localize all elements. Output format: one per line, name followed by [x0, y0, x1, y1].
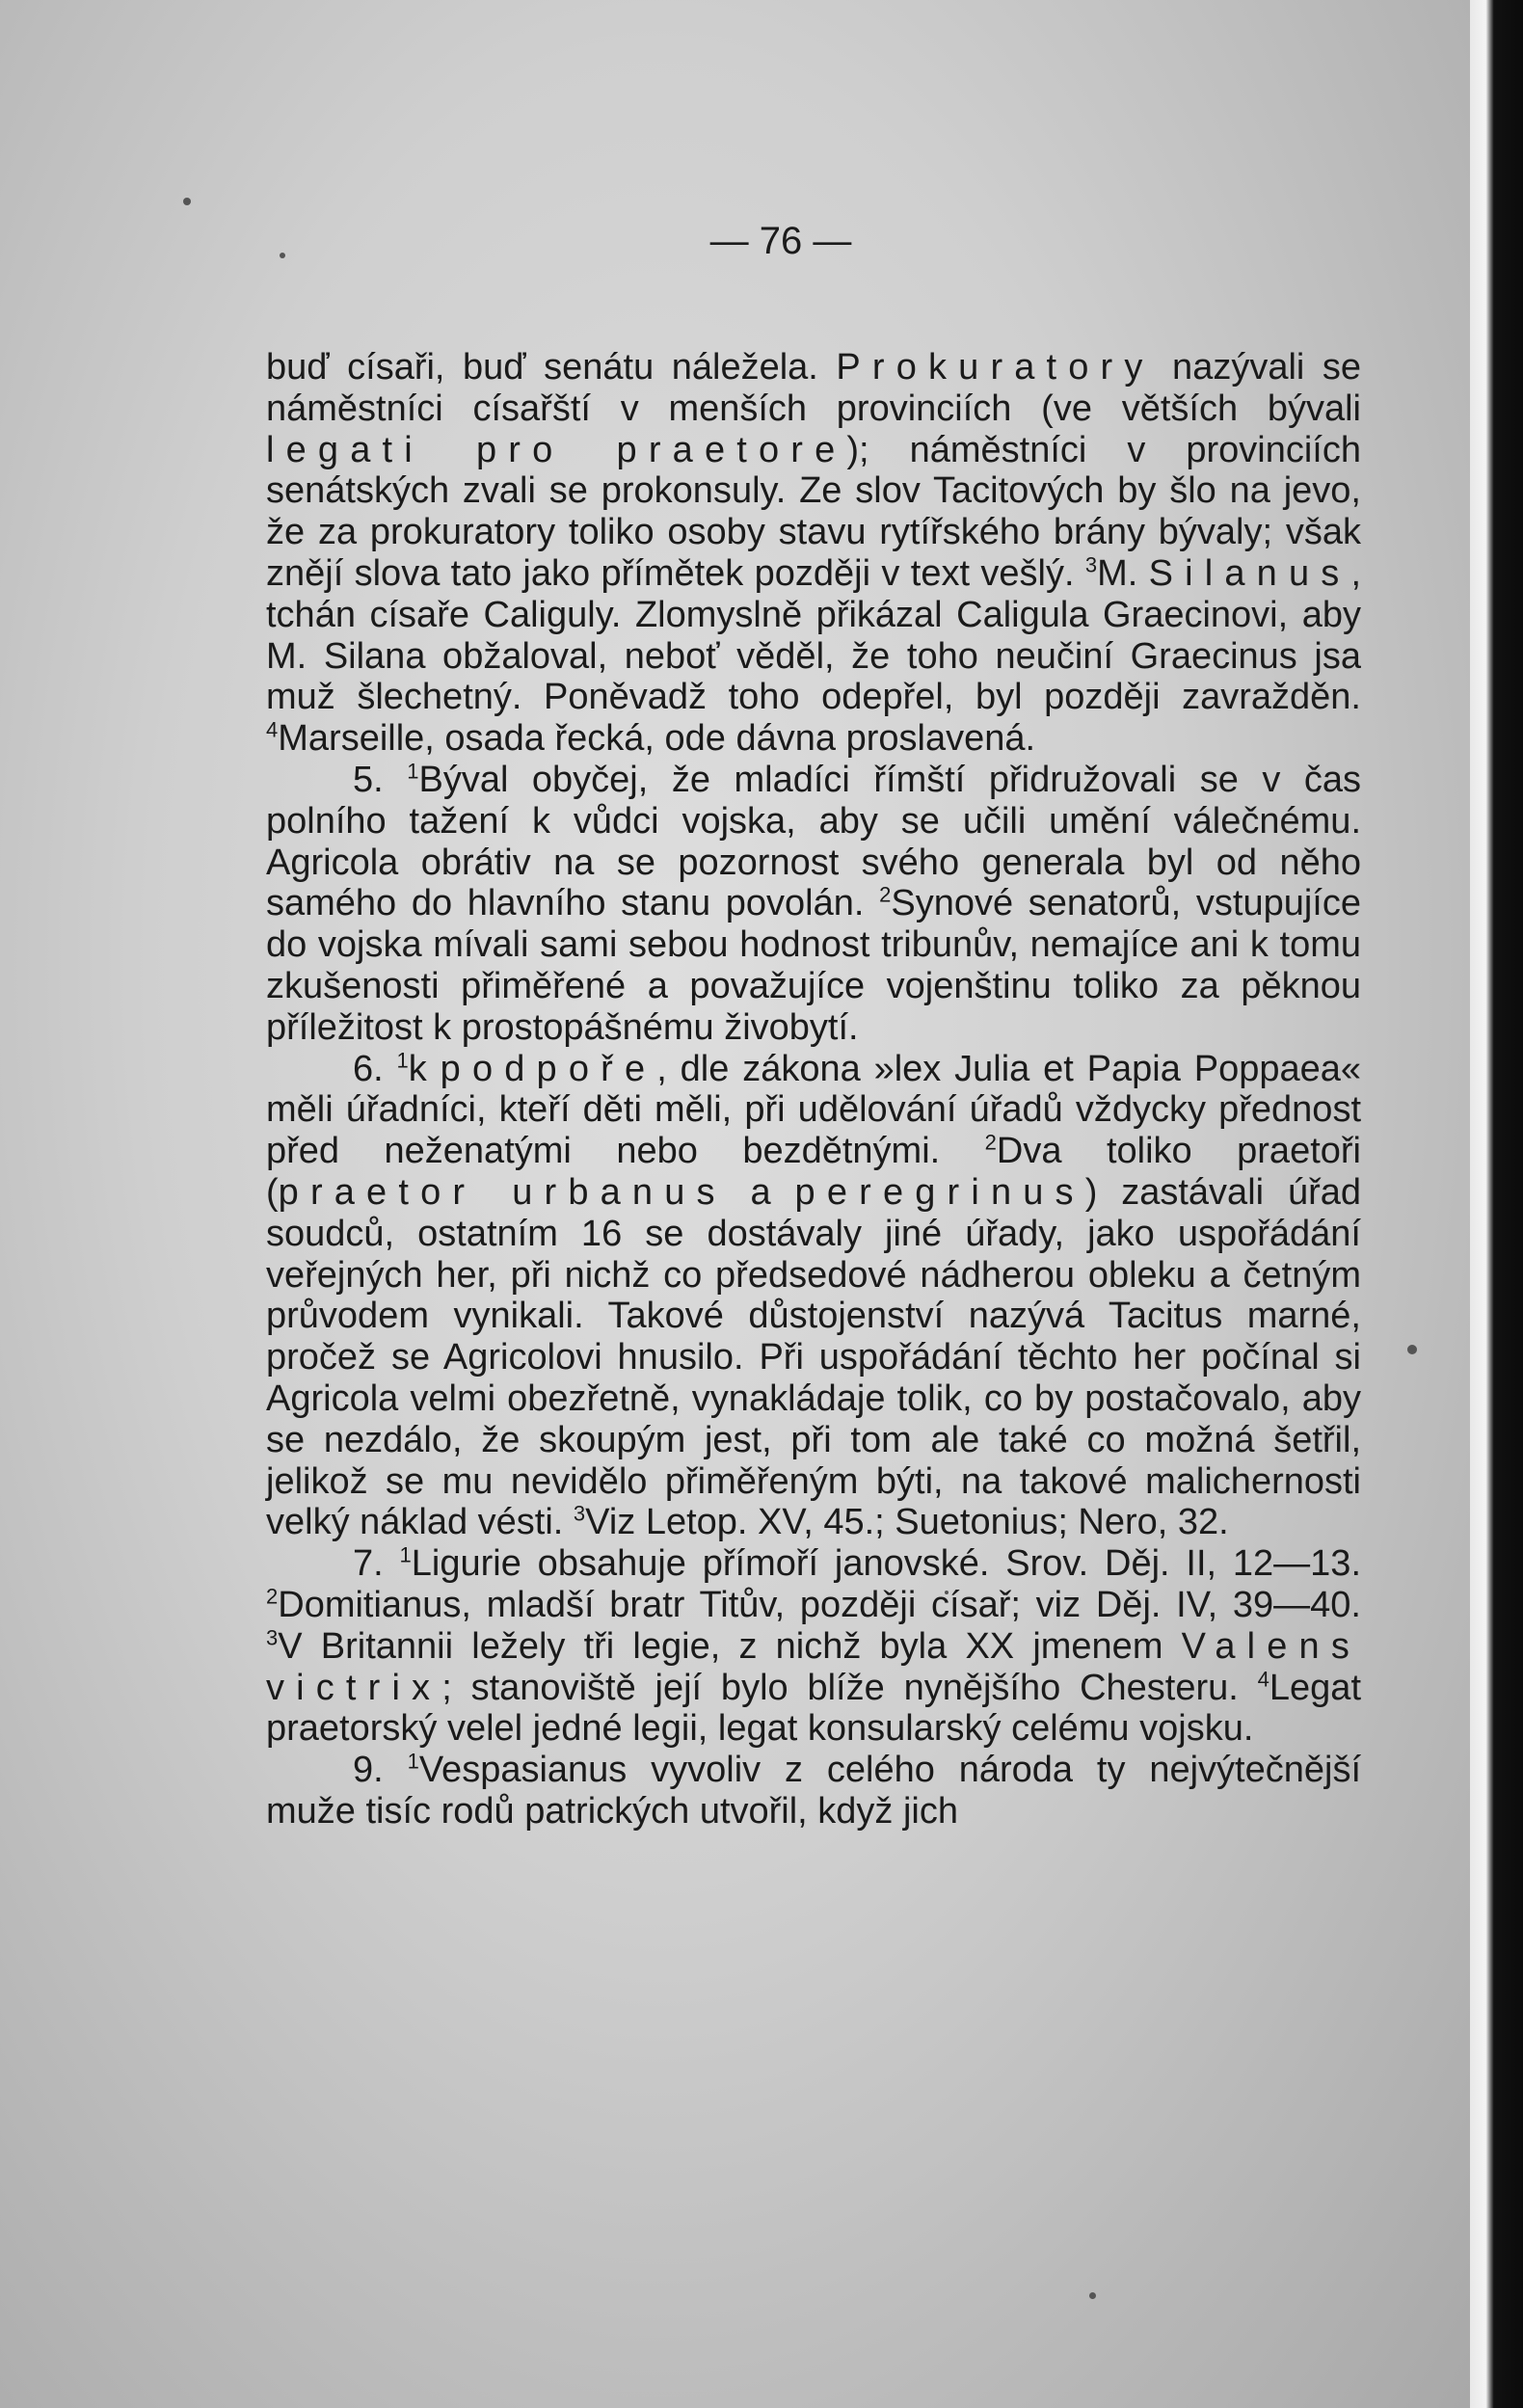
paragraph-p7: [266, 1543, 1361, 1750]
dust-speck: [1407, 1345, 1417, 1354]
footnote-marker: 3: [266, 1625, 279, 1650]
spaced-term: praetor urbanus: [278, 1171, 727, 1213]
body-text: [266, 347, 1361, 1833]
spaced-term: Prokuratory: [836, 347, 1155, 388]
dust-speck: [1089, 2292, 1096, 2299]
spaced-term: Valens victrix: [266, 1625, 1361, 1708]
text-run: Synové senatorů, vstupujíce do vojska mívali sami sebou hodnost tribunův, nemajíce ani k tomu zkušenosti přiměřené a považujíce vojenštinu toliko za pěknou příležitost k prostopášnému živobytí.: [266, 883, 1361, 1048]
footnote-marker: 1: [407, 759, 419, 784]
footnote-marker: 3: [573, 1501, 586, 1526]
text-run: 9.: [353, 1750, 408, 1791]
text-run: 5.: [353, 759, 408, 800]
text-run: Býval obyčej, že mladíci římští přidružovali se v čas polního tažení k vůdci vojska, aby se učili umění válečnému. Agricola obrátiv na se pozornost svého generala byl od něho samého do hlavního stanu povolán.: [266, 759, 1361, 924]
text-run: Legat praetorský velel jedné legii, legat konsularský celému vojsku.: [266, 1667, 1361, 1750]
paragraph-p9: [266, 1750, 1361, 1833]
footnote-marker: 2: [266, 1584, 279, 1609]
spaced-term: peregrinus: [794, 1171, 1085, 1213]
footnote-marker: 1: [396, 1047, 409, 1072]
footnote-marker: 1: [399, 1542, 412, 1567]
text-run: Viz Letop. XV, 45.; Suetonius; Nero, 32.: [585, 1502, 1229, 1543]
dust-speck: [183, 198, 191, 205]
text-run: nazývali se náměstníci císařští v menších provinciích (ve větších bývali: [266, 347, 1361, 429]
text-run: a: [726, 1171, 795, 1213]
text-run: Dva toliko praetoři (: [266, 1131, 1361, 1213]
text-run: V Britannii ležely tři legie, z nichž byla XX jmenem: [278, 1625, 1182, 1667]
footnote-marker: 1: [407, 1749, 419, 1774]
footnote-marker: 4: [266, 717, 279, 742]
text-run: ; stanoviště její bylo blíže nynějšího Chesteru.: [441, 1667, 1258, 1708]
text-run: Marseille, osada řecká, ode dávna proslavená.: [278, 718, 1036, 760]
footnote-marker: 2: [879, 882, 892, 907]
footnote-marker: 3: [1084, 552, 1098, 577]
page-binding-edge: [1470, 0, 1523, 2408]
text-run: 7.: [353, 1543, 400, 1585]
paragraph-p5: [266, 760, 1361, 1049]
footnote-marker: 2: [984, 1130, 997, 1155]
text-run: buď císaři, buď senátu náležela.: [266, 347, 837, 388]
footnote-marker: 4: [1257, 1666, 1269, 1691]
text-run: Domitianus, mladší bratr Titův, později císař; viz Děj. IV, 39—40.: [278, 1584, 1361, 1625]
text-run: Ligurie obsahuje přímoří janovské. Srov. Děj. II, 12—13.: [411, 1543, 1361, 1585]
text-run: , tchán císaře Caliguly. Zlomyslně přikázal Caligula Graecinovi, aby M. Silana obžaloval, neboť věděl, že toho neučiní Graecinus jsa muž šlechetný. Poněvadž toho odepřel, byl později zavražděn.: [266, 552, 1361, 718]
text-run: ); náměstníci v provinciích senátských zvali se prokonsuly. Ze slov Tacitových by šlo na jevo, že za prokuratory toliko osoby stavu rytířského brány bývaly; však znějí slova tato jako přímětek později v text vešlý.: [266, 429, 1361, 594]
paragraph-p6: [266, 1049, 1361, 1544]
dust-speck: [280, 253, 285, 258]
spaced-term: legati pro praetore: [266, 429, 847, 470]
text-run: Vespasianus vyvoliv z celého národa ty nejvýtečnější muže tisíc rodů patrických utvořil, když jich: [266, 1750, 1362, 1832]
page-number: — 76 —: [709, 220, 852, 262]
paragraph-p1: [266, 347, 1361, 760]
text-run: k: [408, 1048, 441, 1089]
text-run: ) zastávali úřad soudců, ostatním 16 se dostávaly jiné úřady, jako uspořádání veřejných her, při nichž co předsedové nádherou obleku a četným průvodem vynikali. Takové důstojenství nazývá Tacitus marné, pročež se Agricolovi hnusilo. Při uspořádání těchto her počínal si Agricola velmi obezřetně, vynakládaje tolik, co by postačovalo, aby se nezdálo, že skoupým jest, při tom ale také co možná šetřil, jelikož se mu nevidělo přiměřeným býti, na takové malichernosti velký náklad vésti.: [266, 1171, 1362, 1543]
text-run: M.: [1097, 552, 1149, 594]
spaced-term: Silanus: [1148, 552, 1351, 594]
spaced-term: podpoře: [440, 1048, 657, 1089]
text-run: 6.: [353, 1048, 397, 1089]
text-run: , dle zákona »lex Julia et Papia Poppaea« měli úřadníci, kteří děti měli, při udělování úřadů vždycky přednost před neženatými nebo bezdětnými.: [266, 1048, 1362, 1172]
